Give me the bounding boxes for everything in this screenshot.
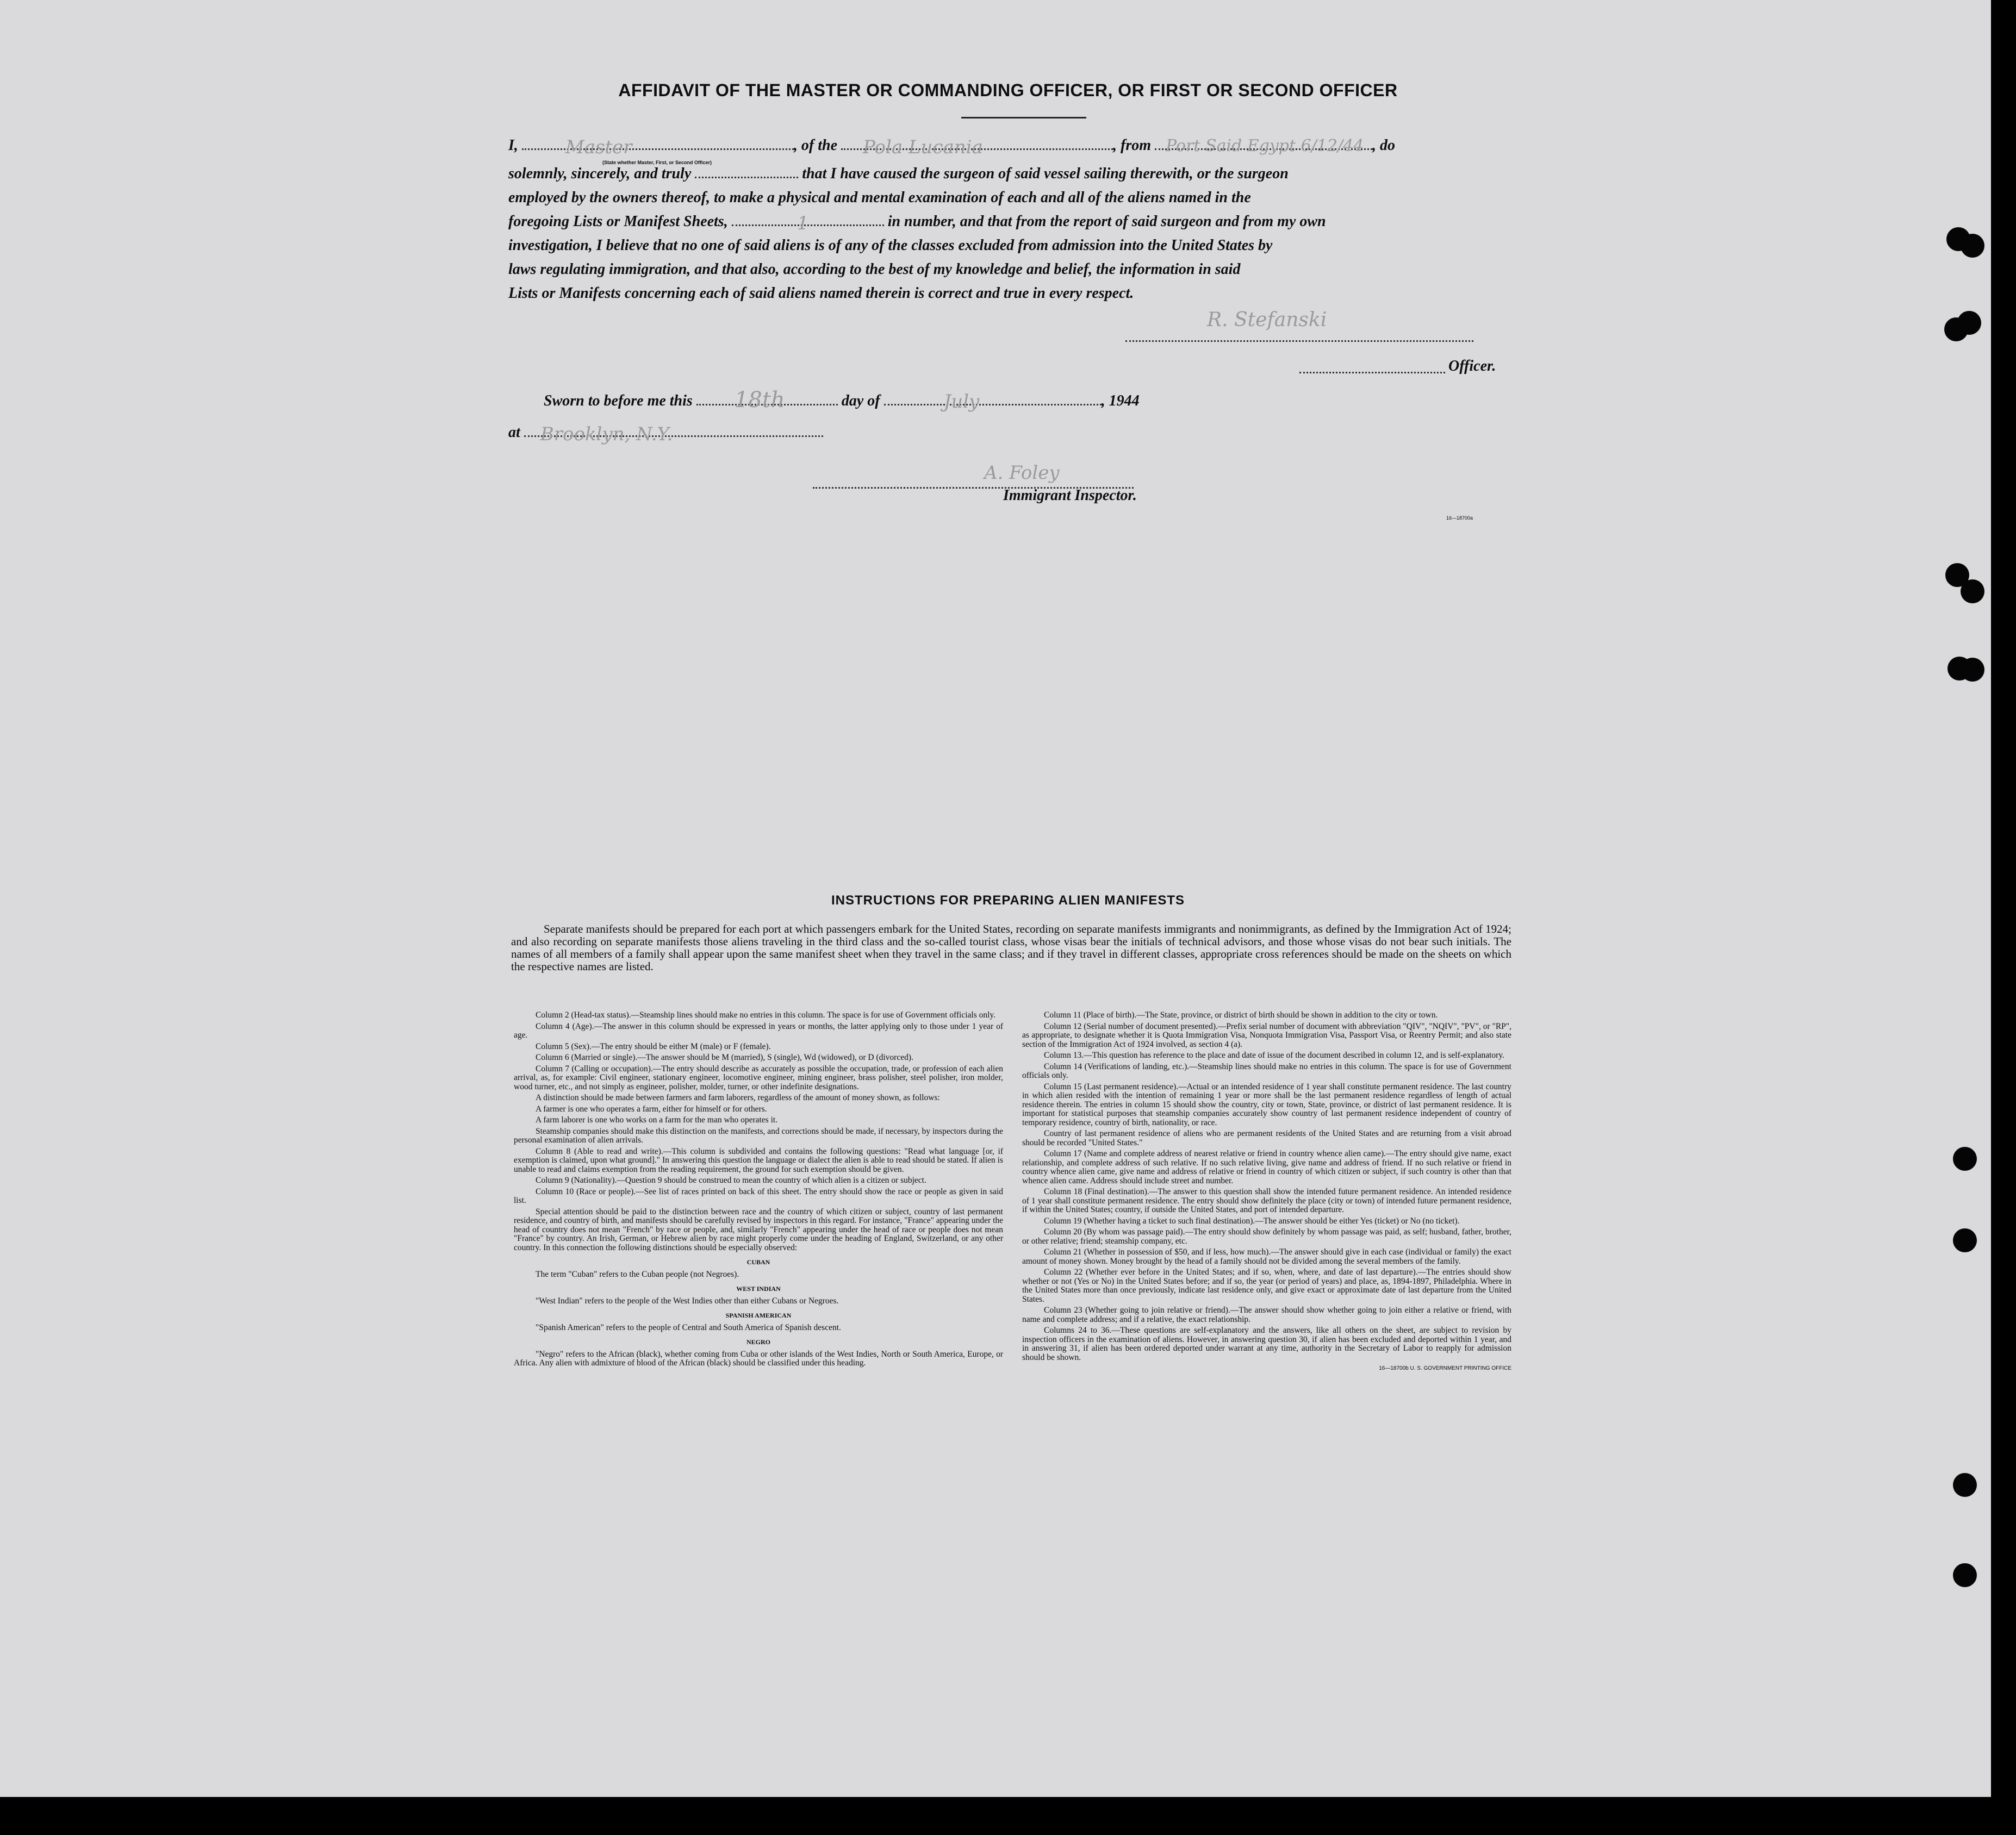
do-label: , do bbox=[1372, 137, 1396, 154]
instructions-intro: Separate manifests should be prepared for each port at which passengers embark for the United States, recording on separate manifests immigrants and nonimmigrants, as defined by the Immigration Act of 1924; and also recording on separate manifests those aliens traveling in the third class and the so-called tourist class, whose visas bear the initials of technical advisors, and those whose visas do not bear such initials. The names of all members of a family shall appear upon the same manifest sheet when they travel in the same class; and if they travel in different classes, appropriate cross references should be made on the sheets on which the respective names are listed. bbox=[511, 922, 1511, 973]
day-field bbox=[696, 388, 838, 413]
officer-title-field bbox=[522, 136, 794, 158]
officer-label: Officer. bbox=[1448, 358, 1496, 375]
form-number: 16—18700a bbox=[1446, 515, 1473, 521]
place-field bbox=[524, 423, 823, 445]
affidavit-line-3: employed by the owners thereof, to make a physical and mental examination of each and all of the aliens named in the bbox=[508, 189, 1251, 206]
paragraph: Country of last permanent residence of aliens who are permanent residents of the United States and are returning from a visit abroad should be recorded "United States." bbox=[1022, 1129, 1511, 1147]
paragraph: Column 12 (Serial number of document presented).—Prefix serial number of document with abbreviation "QIV", "NQIV", "PV", or "RP", as appropriate, to designate whether it is Quota Immigration Visa, Nonquota Immigration Visa, Passport Visa, or Reentry Permit; and also state section of the Immigration Act of 1924 involved, as section 4 (a). bbox=[1022, 1021, 1511, 1049]
paragraph: A farmer is one who operates a farm, either for himself or for others. bbox=[536, 1104, 767, 1114]
officer-title-handwritten: Master bbox=[565, 136, 632, 158]
instructions-right-column bbox=[1022, 1011, 1511, 1374]
line2-start: solemnly, sincerely, and truly bbox=[508, 165, 692, 182]
officer-title-line bbox=[1299, 357, 1445, 373]
paragraph: Column 19 (Whether having a ticket to such final destination).—The answer should be either Yes (ticket) or No (no ticket). bbox=[1044, 1216, 1460, 1226]
punch-hole bbox=[1957, 311, 1981, 335]
count-handwritten: 1 bbox=[797, 213, 809, 234]
of-the-label: , of the bbox=[793, 137, 838, 154]
paragraph: Column 9 (Nationality).—Question 9 should be construed to mean the country of which alien is a citizen or subject. bbox=[536, 1176, 926, 1185]
paragraph: Column 11 (Place of birth).—The State, province, or district of birth should be shown in addition to the city or town. bbox=[1044, 1010, 1438, 1020]
sworn-label: Sworn to before me this bbox=[544, 392, 693, 409]
paragraph: Columns 24 to 36.—These questions are self-explanatory and the answers, like all others on the sheet, are subject to revision by inspection officers in the examination of aliens. However, in answering question 30, if alien has been excluded and deported within 1 year, and in answering 31, if alien has been ordered deported under warrant at any time, authority in the Secretary of Labor to reapply for admission should be shown. bbox=[1022, 1326, 1511, 1362]
instructions-left-column bbox=[514, 1011, 1003, 1370]
blank-field bbox=[695, 177, 798, 178]
inspector-label: Immigrant Inspector. bbox=[1003, 487, 1137, 504]
section-heading: NEGRO bbox=[746, 1338, 770, 1346]
paragraph: The term "Cuban" refers to the Cuban people (not Negroes). bbox=[536, 1269, 739, 1279]
affidavit-line-7: Lists or Manifests concerning each of said aliens named therein is correct and true in every respect. bbox=[508, 285, 1134, 302]
paragraph: Special attention should be paid to the distinction between race and the country of which citizen or subject, country of last permanent residence, and country of birth, and manifests should be carefully revised by inspectors in this regard. For instance, "France" appearing under the head of country does not mean "French" by race or people, and, similarly "French" appearing under the head of race or people does not mean "France" by country. An Irish, German, or Hebrew alien by race might properly come under the heading of England, Switzerland, or any other country. In this connection the following distinctions should be especially observed: bbox=[514, 1207, 1003, 1252]
punch-hole bbox=[1961, 579, 1984, 603]
punch-hole bbox=[1953, 1228, 1977, 1252]
officer-title-hint: (State whether Master, First, or Second Officer) bbox=[602, 160, 712, 165]
paragraph: Steamship companies should make this distinction on the manifests, and corrections should be made, if necessary, by inspectors during the personal examination of alien arrivals. bbox=[514, 1126, 1003, 1145]
paragraph: Column 13.—This question has reference to the place and date of issue of the document described in column 12, and is self-explanatory. bbox=[1044, 1051, 1504, 1060]
paragraph: Column 5 (Sex).—The entry should be either M (male) or F (female). bbox=[536, 1041, 771, 1051]
affidavit-line-4 bbox=[508, 213, 1509, 234]
affidavit-line-6: laws regulating immigration, and that also, according to the best of my knowledge and belief, the information in said bbox=[508, 261, 1241, 278]
from-label: , from bbox=[1113, 137, 1152, 154]
section-heading: CUBAN bbox=[746, 1258, 770, 1266]
paragraph: Column 6 (Married or single).—The answer should be M (married), S (single), Wd (widowed), or D (divorced). bbox=[536, 1053, 913, 1062]
paragraph: Column 22 (Whether ever before in the United States; and if so, when, where, and date of last departure).—The entries should show whether or not (Yes or No) in the United States before; and if so, the year (or period of years) and place, as, 1894-1897, Philadelphia. Where in the United States more than once previously, indicate last residence only, and give exact or approximate date of last departure from the United States. bbox=[1022, 1268, 1511, 1304]
year-label: , 1944 bbox=[1101, 392, 1140, 409]
punch-hole bbox=[1961, 234, 1984, 258]
paragraph: Column 2 (Head-tax status).—Steamship lines should make no entries in this column. The space is for use of Government officials only. bbox=[536, 1010, 996, 1020]
port-field bbox=[1155, 136, 1372, 155]
line2-end: that I have caused the surgeon of said vessel sailing therewith, or the surgeon bbox=[802, 165, 1289, 182]
paragraph: Column 15 (Last permanent residence).—Actual or an intended residence of 1 year shall constitute permanent residence. The last country in which alien resided with the intention of remaining 1 year or more shall be the last permanent residence regardless of length of actual residence therein. The entries in column 15 should show the country, city or town, State, province, or district of last permanent residence. It is important for statistical purposes that steamship companies accurately show country of last permanent residence independent of country of temporary residence, country of birth, nationality, or race. bbox=[1022, 1082, 1511, 1127]
month-field bbox=[884, 391, 1102, 413]
at-label: at bbox=[508, 424, 520, 441]
count-field bbox=[732, 213, 884, 234]
printing-office-footer: 16—18700b U. S. GOVERNMENT PRINTING OFFICE bbox=[1379, 1365, 1511, 1371]
affidavit-line-5: investigation, I believe that no one of said aliens is of any of the classes excluded from admission into the United States by bbox=[508, 237, 1273, 254]
punch-hole bbox=[1953, 1563, 1977, 1587]
at-line bbox=[508, 423, 1509, 445]
paragraph: Column 18 (Final destination).—The answer to this question shall show the intended future permanent residence. An intended residence of 1 year shall constitute permanent residence. The entry should show definitely the place (city or town) of intended future permanent residence, if within the United States; country, if outside the United States, and port of intended departure. bbox=[1022, 1187, 1511, 1214]
inspector-handwritten: A. Foley bbox=[984, 462, 1060, 484]
title-rule bbox=[961, 117, 1086, 118]
paragraph: Column 21 (Whether in possession of $50, and if less, how much).—The answer should give in each case (individual or family) the exact amount of money shown. Money brought by the head of a family should not be divided among the several members of the family. bbox=[1022, 1247, 1511, 1266]
vessel-handwritten: Pola Lucania bbox=[863, 136, 983, 158]
paragraph: Column 14 (Verifications of landing, etc.).—Steamship lines should make no entries in this column. The space is for use of Government officials only. bbox=[1022, 1062, 1511, 1080]
affidavit-line-2 bbox=[508, 165, 1509, 183]
paragraph: Column 4 (Age).—The answer in this column should be expressed in years or months, the latter applying only to those under 1 year of age. bbox=[514, 1021, 1003, 1040]
sworn-line bbox=[544, 388, 1544, 413]
i-label: I, bbox=[508, 137, 518, 154]
paragraph: Column 20 (By whom was passage paid).—The entry should show definitely by whom passage was paid, as self; husband, father, brother, or other relative; friend; steamship company, etc. bbox=[1022, 1227, 1511, 1246]
paragraph: Column 17 (Name and complete address of nearest relative or friend in country whence alien came).—The entry should give name, exact relationship, and complete address of such relative. If no such relative living, give name and address of friend. If no such relative or friend in country whence alien came, give name and address of relative or friend in country of which citizen or subject, if such country is other than that whence alien came. Address should include street and number. bbox=[1022, 1149, 1511, 1185]
vessel-field bbox=[841, 136, 1113, 158]
month-handwritten: July bbox=[943, 391, 980, 413]
line4-end: in number, and that from the report of said surgeon and from my own bbox=[887, 213, 1326, 230]
section-heading: WEST INDIAN bbox=[736, 1285, 781, 1293]
inspector-signature-line bbox=[813, 472, 1134, 489]
paragraph: Column 8 (Able to read and write).—This column is subdivided and contains the following questions: "Read what language [or, if exemption is claimed, upon what ground]." In answering this question the language or dialect the alien is able to read should be stated. If alien is unable to read and claims exemption from the reading requirement, the ground for such exemption should be given. bbox=[514, 1146, 1003, 1174]
paragraph: A distinction should be made between farmers and farm laborers, regardless of the amount of money shown, as follows: bbox=[536, 1093, 940, 1102]
punch-hole bbox=[1953, 1473, 1977, 1497]
day-handwritten: 18th bbox=[734, 388, 785, 413]
affidavit-line-1 bbox=[508, 136, 1509, 158]
signature-handwritten: R. Stefanski bbox=[1207, 309, 1327, 331]
port-handwritten: Port Said Egypt 6/12/44 bbox=[1166, 136, 1364, 155]
paragraph: Column 10 (Race or people).—See list of races printed on back of this sheet. The entry should show the race or people as given in said list. bbox=[514, 1187, 1003, 1205]
day-of-label: day of bbox=[841, 392, 880, 409]
paragraph: A farm laborer is one who works on a farm for the man who operates it. bbox=[536, 1115, 778, 1125]
paragraph: Column 7 (Calling or occupation).—The entry should describe as accurately as possible the occupation, trade, or profession of each alien arrival, as, for example: Civil engineer, stationary engineer, locomotive engineer, mining engineer, brass polisher, steel polisher, iron molder, wood turner, etc., and not simply as engineer, polisher, molder, turner, or other indefinite designations. bbox=[514, 1064, 1003, 1091]
affidavit-title: AFFIDAVIT OF THE MASTER OR COMMANDING OFFICER, OR FIRST OR SECOND OFFICER bbox=[618, 80, 1398, 100]
punch-hole bbox=[1953, 1147, 1977, 1171]
place-handwritten: Brooklyn, N.Y. bbox=[540, 423, 673, 445]
line4-start: foregoing Lists or Manifest Sheets, bbox=[508, 213, 728, 230]
paragraph: "Spanish American" refers to the people of Central and South America of Spanish descent. bbox=[536, 1322, 841, 1332]
punch-hole bbox=[1961, 658, 1984, 682]
paragraph: Column 23 (Whether going to join relative or friend).—The answer should show whether going to join either a relative or friend, with name and complete address; and if a relative, the exact relationship. bbox=[1022, 1306, 1511, 1324]
paragraph: "Negro" refers to the African (black), whether coming from Cuba or other islands of the West Indies, North or South America, Europe, or Africa. Any alien with admixture of blood of the African (black) should be classified under this heading. bbox=[514, 1349, 1003, 1368]
paragraph: "West Indian" refers to the people of the West Indies other than either Cubans or Negroes. bbox=[536, 1296, 839, 1306]
section-heading: SPANISH AMERICAN bbox=[725, 1312, 792, 1319]
instructions-title: INSTRUCTIONS FOR PREPARING ALIEN MANIFESTS bbox=[831, 893, 1185, 908]
